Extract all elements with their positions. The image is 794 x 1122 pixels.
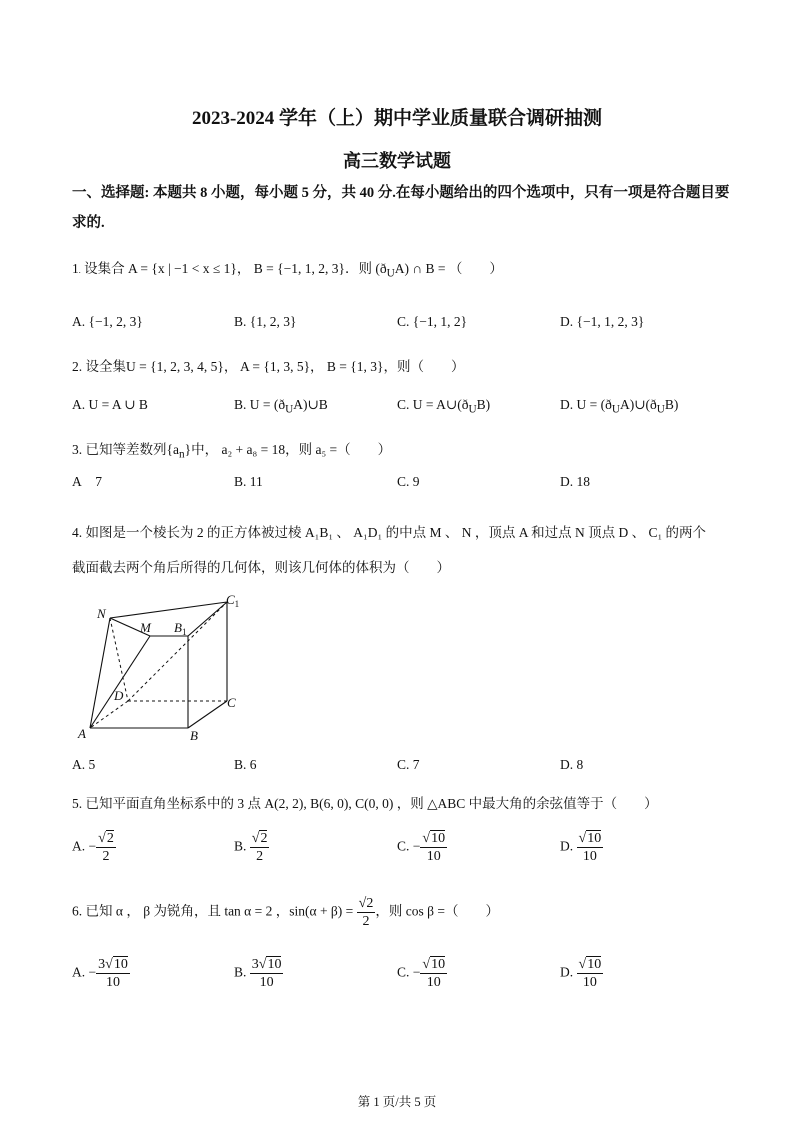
q1-option-b: B. {1, 2, 3} (234, 314, 297, 329)
q2-option-d: D. $U = (ð_UA)\cup(ð_UB)$ (560, 397, 679, 416)
cube-figure (70, 588, 250, 748)
q1-option-a: A. {−1, 2, 3} (72, 314, 143, 329)
question-1: 1. 设集合 A = {x | −1 < x ≤ 1}， B = {−1, 1, 2, 3}．则 $(ð_UA)$ ∩ B = （ ） (72, 261, 503, 280)
question-2: 2. 设全集U = {1, 2, 3, 4, 5}， A = {1, 3, 5}， B = {1, 3}，则（ ） (72, 359, 465, 374)
q6-option-c: C. − $\frac{√10}{10}$ (397, 957, 446, 990)
q6-option-b: B. $\frac{3√10}{10}$ (234, 957, 282, 990)
q5-option-a: A. − $\frac{√2}{2}$ (72, 831, 114, 864)
label-c1: $C_1$ (226, 592, 240, 609)
q3-option-c: C. 9 (397, 474, 420, 489)
exam-title: 2023-2024 学年（上）期中学业质量联合调研抽测 (191, 108, 603, 129)
label-n: N (97, 606, 106, 621)
q6-option-d: D. $\frac{√10}{10}$ (560, 957, 602, 990)
section-heading: 一、选择题: 本题共 8 小题，每小题 5 分，共 40 分.在每小题给出的四个选项中，只有一项是符合题目要求的. (72, 185, 730, 231)
q2-option-b: B. $U = (ð_UA)\cup B$ (234, 397, 328, 416)
q3-option-b: B. 11 (234, 474, 263, 489)
page-footer: 第 1 页/共 5 页 (357, 1095, 437, 1109)
q4-option-c: C. 7 (397, 757, 420, 772)
q5-option-c: C. − $\frac{√10}{10}$ (397, 831, 446, 864)
q3-option-d: D. 18 (560, 474, 590, 489)
label-m: M (140, 620, 151, 635)
label-a: A (78, 726, 86, 741)
q2-option-a: A. U = A ∪ B (72, 397, 148, 412)
question-4-line-1: 4. 如图是一个棱长为 2 的正方体被过棱 A₁B₁ 、 A₁D₁ 的中点 M 、 N ，顶点 A 和过点 N 顶点 D 、 C₁ 的两个 (72, 525, 707, 540)
q4-option-d: D. 8 (560, 757, 584, 772)
q4-option-b: B. 6 (234, 757, 257, 772)
q6-option-a: A. − $\frac{3√10}{10}$ (72, 957, 128, 990)
q5-option-d: D. $\frac{√10}{10}$ (560, 831, 602, 864)
q2-option-c: C. $U = A\cup(ð_UB)$ (397, 397, 491, 416)
label-d: D (114, 688, 124, 703)
label-b1: $B_1$ (174, 620, 187, 637)
label-b: B (190, 728, 198, 743)
q3-option-a: A 7 (72, 474, 102, 489)
q1-option-d: D. {−1, 1, 2, 3} (560, 314, 645, 329)
exam-subtitle: 高三数学试题 (343, 151, 451, 171)
question-3: 3. 已知等差数列$\{a_n\}$中， a₂ + a₈ = 18，则 a₅ =（ ） (72, 442, 392, 461)
q5-option-b: B. $\frac{√2}{2}$ (234, 831, 268, 864)
question-5: 5. 已知平面直角坐标系中的 3 点 A(2, 2), B(6, 0), C(0, 0) ，则 △ABC 中最大角的余弦值等于（ ） (72, 796, 658, 811)
label-c: C (227, 695, 236, 710)
q4-option-a: A. 5 (72, 757, 96, 772)
q1-option-c: C. {−1, 1, 2} (397, 314, 468, 329)
question-6: 6. 已知 α ， β 为锐角，且 tan α = 2 ，sin(α + β) = $\frac{√2}{2}$ ，则 cos β =（ ） (72, 896, 499, 929)
question-4-line-2: 截面截去两个角后所得的几何体，则该几何体的体积为（ ） (72, 560, 450, 575)
